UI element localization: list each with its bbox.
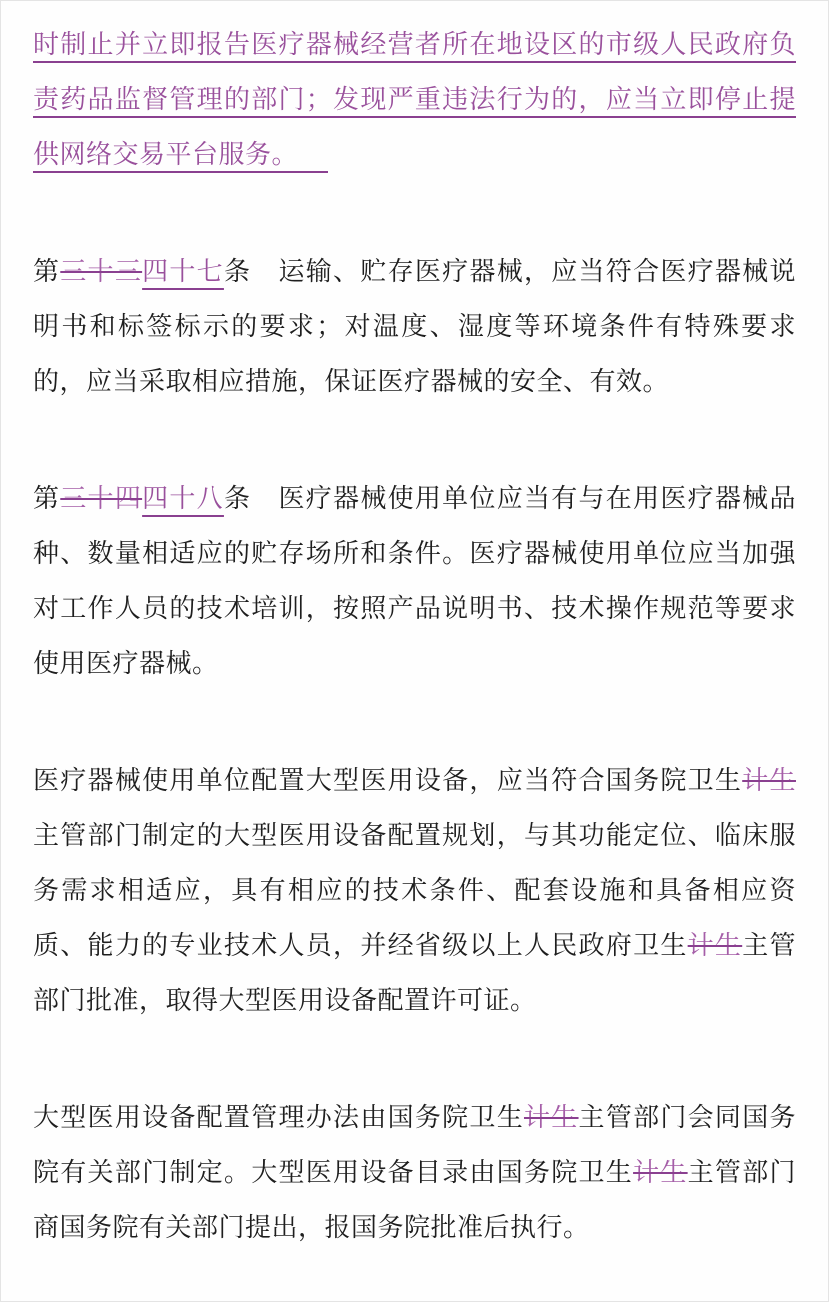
deleted-text: 计生 [633, 1158, 688, 1187]
body-text: 第 [33, 484, 61, 513]
deleted-text: 三十四 [60, 484, 143, 513]
deleted-text: 计生 [687, 931, 743, 960]
deleted-text: 三十三 [60, 257, 143, 286]
paragraph [33, 244, 796, 409]
paragraph [33, 471, 796, 691]
paragraph [33, 17, 796, 182]
body-text: 主管部门商国务院有关部门提出，报国务院批准后执行。 [33, 1158, 796, 1242]
inserted-text: 四十七 [142, 257, 224, 286]
inserted-text: 四十八 [142, 484, 224, 513]
underline-extension [298, 140, 328, 173]
body-text: 条 医疗器械使用单位应当有与在用医疗器械品种、数量相适应的贮存场所和条件。医疗器械使用单位应当加强对工作人员的技术培训，按照产品说明书、技术操作规范等要求使用医疗器械。 [33, 484, 796, 678]
paragraph [33, 753, 796, 1028]
body-text: 主管部门制定的大型医用设备配置规划，与其功能定位、临床服务需求相适应，具有相应的技术条件、配套设施和具备相应资质、能力的专业技术人员，并经省级以上人民政府卫生 [33, 821, 796, 960]
body-text: 条 运输、贮存医疗器械，应当符合医疗器械说明书和标签标示的要求；对温度、湿度等环境条件有特殊要求的，应当采取相应措施，保证医疗器械的安全、有效。 [33, 257, 796, 396]
body-text: 第 [33, 257, 61, 286]
body-text: 医疗器械使用单位配置大型医用设备，应当符合国务院卫生 [33, 766, 743, 795]
body-text: 大型医用设备配置管理办法由国务院卫生 [33, 1103, 524, 1132]
deleted-text: 计生 [742, 766, 796, 795]
inserted-text: 时制止并立即报告医疗器械经营者所在地设区的市级人民政府负责药品监督管理的部门；发现严重违法行为的，应当立即停止提供网络交易平台服务。 [33, 30, 796, 169]
body-text: 主管部门批准，取得大型医用设备配置许可证。 [33, 931, 796, 1015]
deleted-text: 计生 [523, 1103, 579, 1132]
body-text: 主管部门会同国务院有关部门制定。大型医用设备目录由国务院卫生 [33, 1103, 796, 1187]
paragraph [33, 1090, 796, 1255]
